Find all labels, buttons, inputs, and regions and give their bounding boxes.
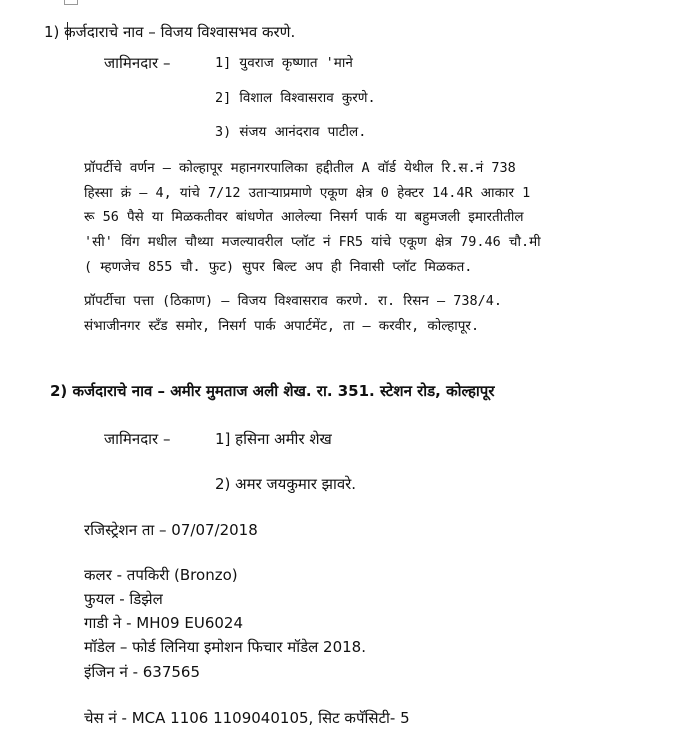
borrower-2-heading: 2) कर्जदाराचे नाव – अमीर मुमताज अली शेख. रा. 351. स्टेशन रोड, कोल्हापूर — [50, 382, 495, 400]
guarantor-1-3: 3) संजय आनंदराव पाटील. — [215, 124, 367, 140]
vehicle-fuel: फुयल - डिझेल — [84, 590, 163, 608]
guarantor-2-2: 2) अमर जयकुमार झावरे. — [215, 475, 357, 493]
guarantor-label-1: जामिनदार – — [104, 54, 171, 72]
registration-date: रजिस्ट्रेशन ता – 07/07/2018 — [84, 521, 258, 539]
vehicle-number: गाडी ने - MH09 EU6024 — [84, 614, 243, 632]
vehicle-color: कलर - तपकिरी (Bronzo) — [84, 566, 238, 584]
guarantor-1-2: 2] विशाल विश्वासराव कुरणे. — [215, 90, 376, 106]
chassis-number: चेस नं - MCA 1106 1109040105, सिट कपॅसिटी- 5 — [84, 709, 410, 727]
property-desc-line-4: 'सी' विंग मधील चौथ्या मजल्यावरील प्लॉट नं FR5 यांचे एकूण क्षेत्र 79.46 चौ.मी — [84, 234, 541, 250]
table-marker — [64, 0, 78, 5]
property-desc-line-3: रू 56 पैसे या मिळकतीवर बांधणेत आलेल्या निसर्ग पार्क या बहुमजली इमारतीतील — [84, 209, 524, 225]
property-desc-line-5: ( म्हणजेच 855 चौ. फुट) सुपर बिल्ट अप ही निवासी प्लॉट मिळकत. — [84, 259, 473, 275]
property-desc-line-1: प्रॉपर्टीचे वर्णन – कोल्हापूर महानगरपालिका हद्दीतील A वॉर्ड येथील रि.स.नं 738 — [84, 160, 516, 176]
engine-number: इंजिन नं - 637565 — [84, 663, 201, 681]
vehicle-model: मॉडेल – फोर्ड लिनिया इमोशन फिचार मॉडेल 2018. — [84, 638, 366, 656]
property-desc-line-2: हिस्सा क्रं – 4, यांचे 7/12 उताऱ्याप्रमाणे एकूण क्षेत्र 0 हेक्टर 14.4R आकार 1 — [84, 185, 531, 201]
guarantor-2-1: 1] हसिना अमीर शेख — [215, 430, 332, 448]
guarantor-label-2: जामिनदार – — [104, 430, 171, 448]
property-address-line-1: प्रॉपर्टीचा पत्ता (ठिकाण) – विजय विश्वासराव करणे. रा. रिसन – 738/4. — [84, 293, 503, 309]
borrower-1-heading: 1) कर्जदाराचे नाव – विजय विश्वासभव करणे. — [44, 23, 296, 41]
guarantor-1-1: 1] युवराज कृष्णात 'माने — [215, 55, 353, 71]
property-address-line-2: संभाजीनगर स्टॅंड समोर, निसर्ग पार्क अपार्टमेंट, ता – करवीर, कोल्हापूर. — [84, 318, 480, 334]
